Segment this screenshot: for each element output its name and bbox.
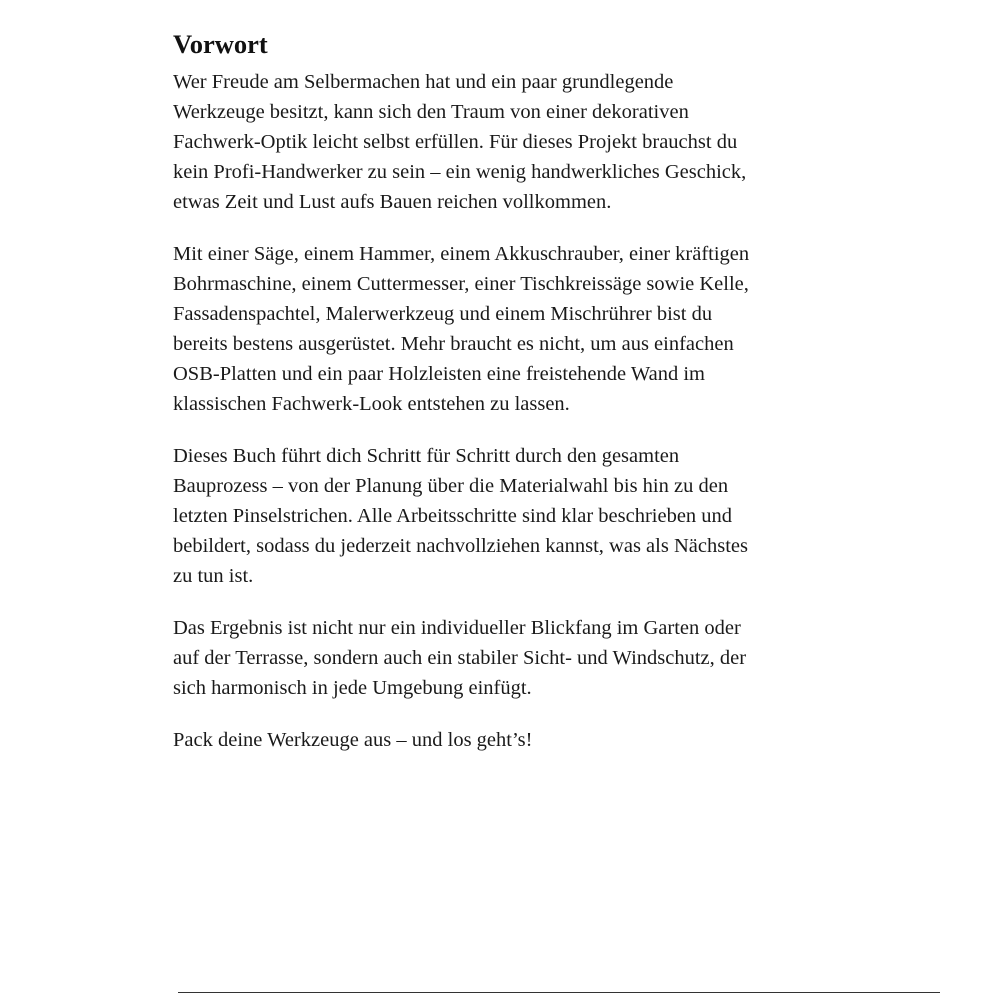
paragraph-line: Das Ergebnis ist nicht nur ein individueller Blickfang im Garten oder (173, 617, 741, 639)
paragraph-line: Wer Freude am Selbermachen hat und ein paar grundlegende (173, 71, 674, 93)
paragraph-intro (173, 67, 973, 217)
paragraph-line: Fassadenspachtel, Malerwerkzeug und einem Mischrührer bist du (173, 303, 713, 325)
paragraph-line: etwas Zeit und Lust aufs Bauen reichen vollkommen. (173, 191, 612, 213)
paragraph-result (173, 613, 973, 703)
paragraph-line: Bauprozess – von der Planung über die Materialwahl bis hin zu den (173, 475, 729, 497)
footer-divider (178, 992, 940, 993)
paragraph-line: Werkzeuge besitzt, kann sich den Traum von einer dekorativen (173, 101, 689, 123)
paragraph-line: OSB-Platten und ein paar Holzleisten eine freistehende Wand im (173, 363, 705, 385)
paragraph-tools (173, 239, 973, 419)
paragraph-line: kein Profi-Handwerker zu sein – ein wenig handwerkliches Geschick, (173, 161, 747, 183)
paragraph-line: sich harmonisch in jede Umgebung einfügt. (173, 677, 532, 699)
paragraph-line: Pack deine Werkzeuge aus – und los geht’s! (173, 729, 533, 751)
paragraph-line: klassischen Fachwerk-Look entstehen zu lassen. (173, 393, 570, 415)
paragraph-line: letzten Pinselstrichen. Alle Arbeitsschritte sind klar beschrieben und (173, 505, 733, 527)
paragraph-line: zu tun ist. (173, 565, 254, 587)
paragraph-line: bereits bestens ausgerüstet. Mehr braucht es nicht, um aus einfachen (173, 333, 734, 355)
page-content (173, 28, 973, 777)
paragraph-closing (173, 725, 973, 755)
paragraph-line: Fachwerk-Optik leicht selbst erfüllen. Für dieses Projekt brauchst du (173, 131, 738, 153)
paragraph-line: Dieses Buch führt dich Schritt für Schritt durch den gesamten (173, 445, 680, 467)
paragraph-line: auf der Terrasse, sondern auch ein stabiler Sicht- und Windschutz, der (173, 647, 747, 669)
paragraph-line: Mit einer Säge, einem Hammer, einem Akkuschrauber, einer kräftigen (173, 243, 750, 265)
paragraph-line: Bohrmaschine, einem Cuttermesser, einer Tischkreissäge sowie Kelle, (173, 273, 749, 295)
paragraph-line: bebildert, sodass du jederzeit nachvollziehen kannst, was als Nächstes (173, 535, 748, 557)
paragraph-process (173, 441, 973, 591)
page-title: Vorwort (173, 29, 268, 59)
